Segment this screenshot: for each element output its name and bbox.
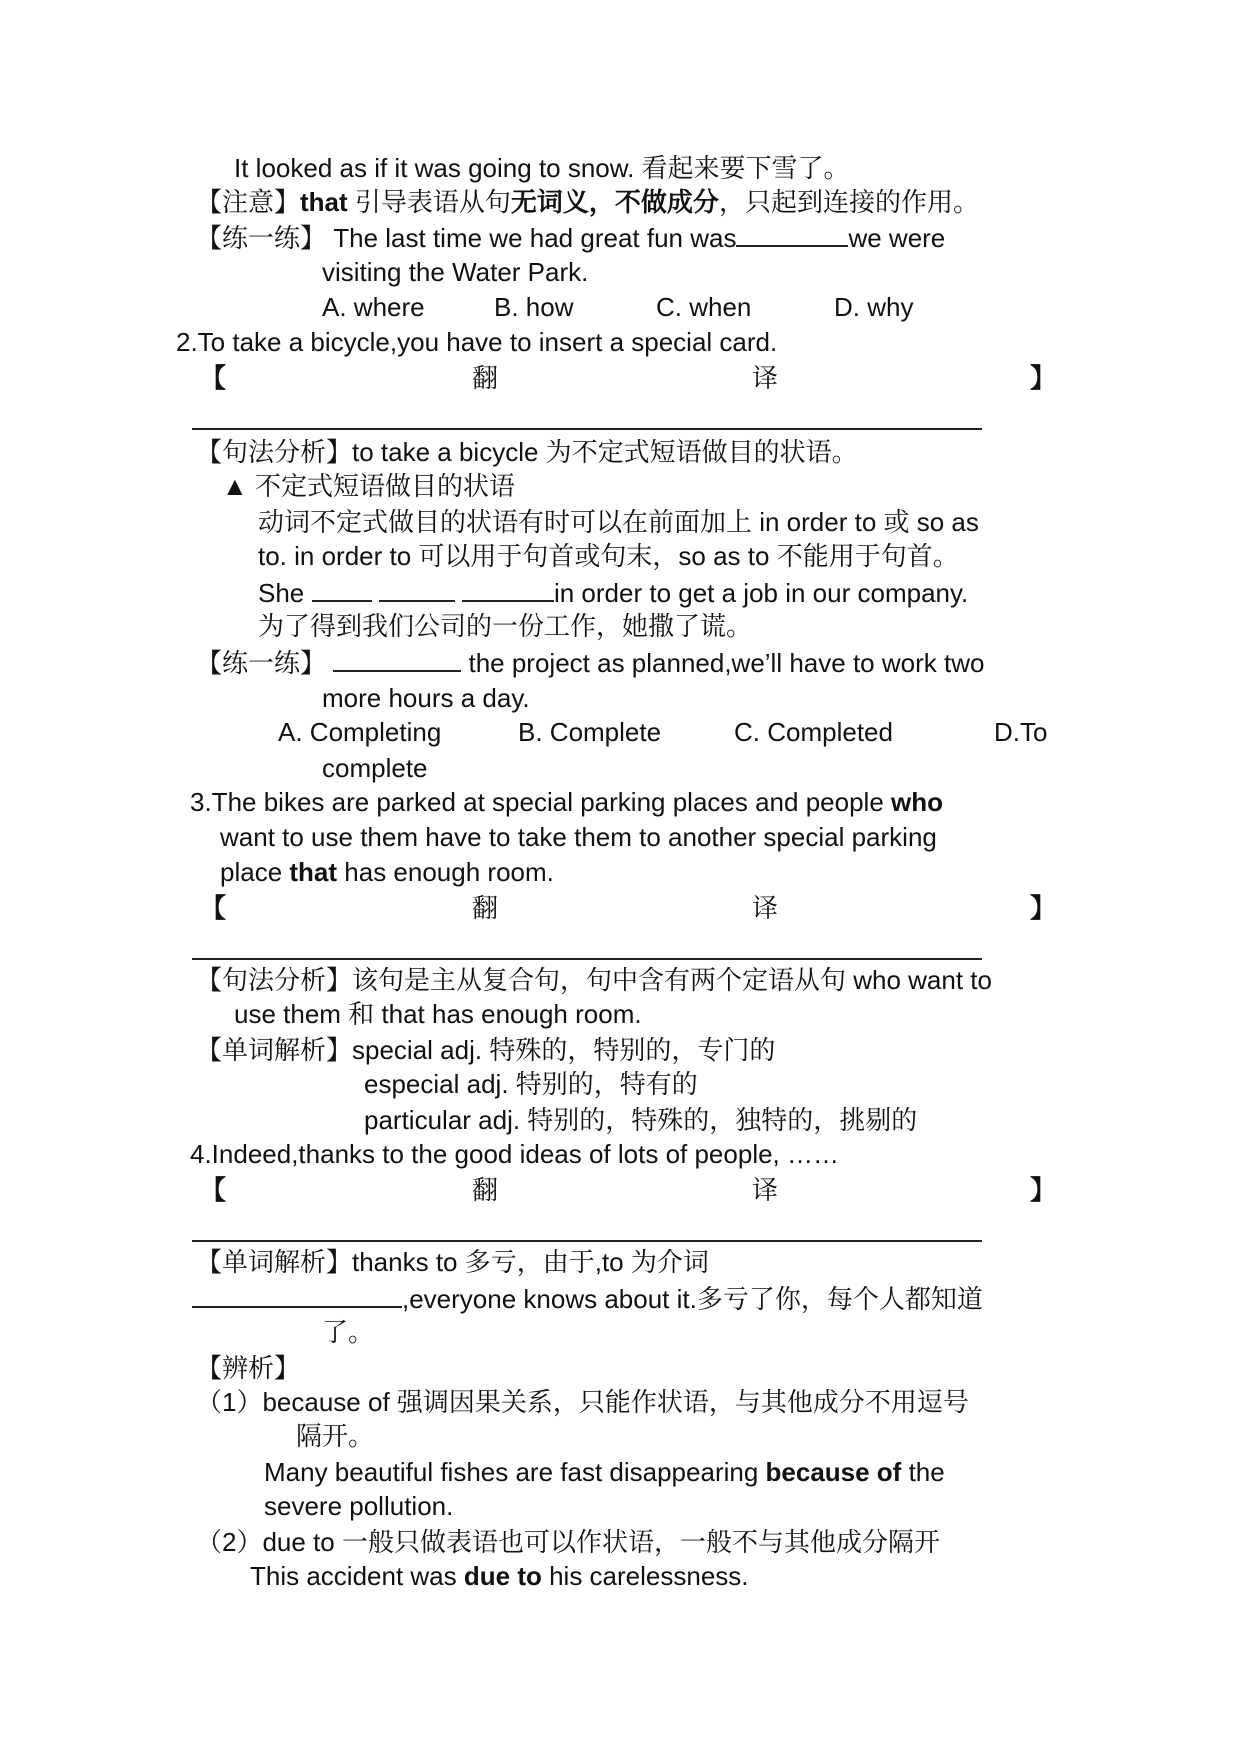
option-b[interactable]: B. how [494, 292, 574, 322]
practice-text: The last time we had great fun was [333, 223, 737, 253]
syntax-analysis: 【句法分析】to take a bicycle 为不定式短语做目的状语。 [196, 437, 858, 467]
sentence-3-line-3 [220, 856, 554, 888]
translate-char-2: 译 [752, 893, 779, 923]
option-c[interactable]: C. when [656, 292, 752, 322]
example-text: Many beautiful fishes are fast disappearing [264, 1457, 766, 1487]
practice-continuation-2: more hours a day. [322, 683, 530, 713]
vocab-entry: special adj. 特殊的，特别的，专门的 [352, 1035, 776, 1065]
translate-char-1: 翻 [472, 1175, 499, 1205]
note-keyword: that [300, 187, 348, 217]
translation-answer-line[interactable] [192, 428, 982, 430]
diff-item-1: （1）because of 强调因果关系，只能作状语，与其他成分不用逗号 [196, 1387, 969, 1417]
explanation-line-1: 动词不定式做目的状语有时可以在前面加上 in order to 或 so as [258, 507, 979, 537]
translate-char-2: 译 [752, 363, 779, 393]
option-a[interactable]: A. Completing [278, 717, 442, 747]
key-point: ▲ 不定式短语做目的状语 [222, 471, 515, 501]
note-text: 引导表语从句 [347, 187, 511, 217]
keyword-who: who [891, 787, 943, 817]
translate-row [200, 1174, 1060, 1206]
example-text-end: in order to get a job in our company. [553, 578, 969, 608]
note-text-end: ，只起到连接的作用。 [718, 187, 979, 217]
answer-blank[interactable] [192, 1282, 402, 1308]
syntax-analysis-3-cont: use them 和 that has enough room. [234, 999, 642, 1029]
sentence-3 [190, 786, 943, 818]
diff-item-2: （2）due to 一般只做表语也可以作状语，一般不与其他成分隔开 [196, 1527, 940, 1557]
keyword-due-to: due to [463, 1561, 542, 1591]
example-fill-line [258, 576, 968, 609]
translation-answer-line[interactable] [192, 958, 982, 960]
thanks-example [192, 1282, 983, 1315]
option-d[interactable]: D.To [994, 717, 1048, 747]
bracket-close: 】 [1030, 1175, 1057, 1205]
translation-answer-line[interactable] [192, 1240, 982, 1242]
option-d[interactable]: D. why [834, 292, 914, 322]
sentence-2: 2.To take a bicycle,you have to insert a special card. [176, 327, 778, 357]
note-label: 【注意】 [196, 187, 301, 217]
answer-blank[interactable] [736, 221, 848, 247]
vocab-label: 【单词解析】 [196, 1035, 353, 1065]
bracket-close: 】 [1030, 893, 1057, 923]
sentence-4: 4.Indeed,thanks to the good ideas of lots of people, …… [190, 1139, 839, 1169]
diff-item-1-cont: 隔开。 [296, 1421, 375, 1451]
practice-label: 【练一练】 [196, 223, 327, 253]
option-a[interactable]: A. where [322, 292, 425, 322]
option-d-continuation: complete [322, 753, 428, 783]
option-b[interactable]: B. Complete [518, 717, 662, 747]
bracket-open: 【 [200, 1175, 227, 1205]
option-c[interactable]: C. Completed [734, 717, 893, 747]
sentence-3-line-2: want to use them have to take them to another special parking [220, 822, 937, 852]
note-emphasis: 无词义，不做成分 [510, 187, 719, 217]
answer-blank-1[interactable] [312, 576, 372, 602]
vocab-analysis-4: 【单词解析】thanks to 多亏，由于,to 为介词 [196, 1247, 709, 1277]
vocab-entry: especial adj. 特别的，特有的 [364, 1069, 698, 1099]
diff-item-1-example [264, 1456, 945, 1488]
syntax-analysis-3: 【句法分析】该句是主从复合句，句中含有两个定语从句 who want to [196, 965, 992, 995]
vocab-entry: particular adj. 特别的，特殊的，独特的，挑剔的 [364, 1105, 918, 1135]
explanation-line-2: to. in order to 可以用于句首或句末，so as to 不能用于句首。 [258, 541, 959, 571]
thanks-example-text: ,everyone knows about it.多亏了你，每个人都知道 [402, 1284, 983, 1314]
example-translation: 为了得到我们公司的一份工作，她撒了谎。 [258, 611, 753, 641]
practice-label: 【练一练】 [196, 648, 327, 678]
keyword-because-of: because of [765, 1457, 902, 1487]
vocab-line-1 [196, 1034, 775, 1066]
practice-text: the project as planned,we’ll have to work two [461, 648, 985, 678]
keyword-that: that [289, 857, 338, 887]
example-text: This accident was [250, 1561, 464, 1591]
translate-row [200, 892, 1060, 924]
practice-text-end: we were [848, 223, 946, 253]
sentence-3-text-b: has enough room. [337, 857, 554, 887]
answer-blank-3[interactable] [462, 576, 554, 602]
practice-continuation: visiting the Water Park. [322, 257, 589, 287]
diff-item-1-example-cont: severe pollution. [264, 1491, 454, 1521]
translate-char-1: 翻 [472, 363, 499, 393]
differentiation-label: 【辨析】 [196, 1353, 301, 1383]
sentence-3-text: 3.The bikes are parked at special parking places and people [190, 787, 891, 817]
practice-line [196, 221, 945, 254]
answer-blank[interactable] [333, 646, 461, 672]
note-line [196, 186, 979, 218]
bracket-close: 】 [1030, 363, 1057, 393]
translate-char-2: 译 [752, 1175, 779, 1205]
example-sentence: It looked as if it was going to snow. 看起来要下雪了。 [234, 153, 850, 183]
practice-line-2 [196, 646, 984, 679]
translate-char-1: 翻 [472, 893, 499, 923]
sentence-3-text-a: place [220, 857, 290, 887]
example-text-end: the [901, 1457, 945, 1487]
example-text-end: his carelessness. [541, 1561, 749, 1591]
diff-item-2-example [250, 1560, 749, 1592]
bracket-open: 【 [200, 893, 227, 923]
answer-blank-2[interactable] [379, 576, 455, 602]
example-text: She [258, 578, 312, 608]
bracket-open: 【 [200, 363, 227, 393]
thanks-example-cont: 了。 [322, 1317, 375, 1347]
translate-row [200, 362, 1060, 394]
